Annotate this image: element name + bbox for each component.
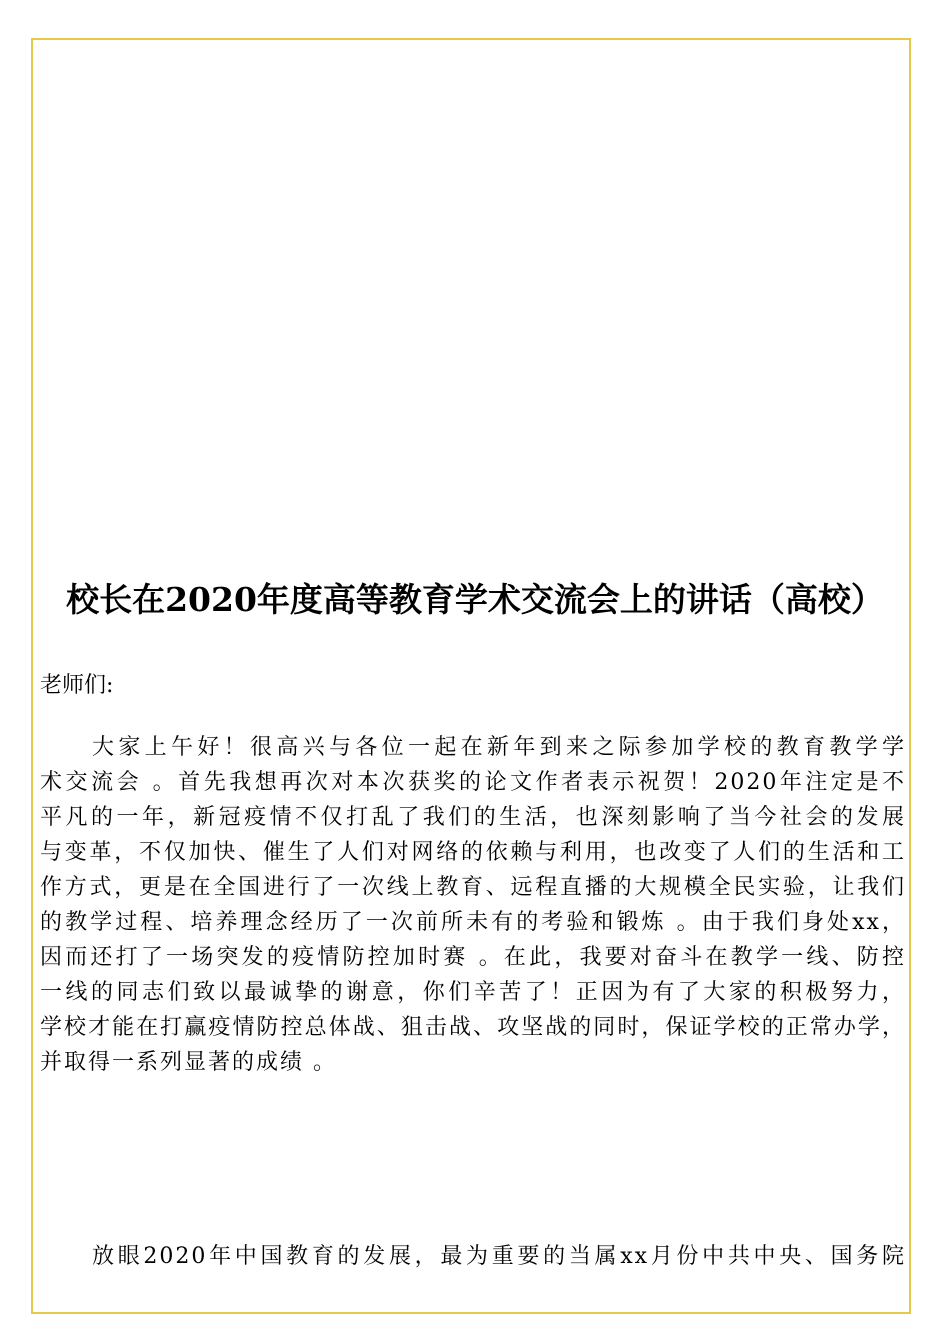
text-line: 的教学过程、培养理念经历了一次前所未有的考验和锻炼 。由于我们身处xx， [40,910,906,935]
text-line: 术交流会 。首先我想再次对本次获奖的论文作者表示祝贺！2020年注定是不 [40,770,906,795]
text-line: 大家上午好！很高兴与各位一起在新年到来之际参加学校的教育教学学 [92,735,906,760]
salutation: 老师们: [40,673,114,698]
text-line: 学校才能在打赢疫情防控总体战、狙击战、攻坚战的同时，保证学校的正常办学， [40,1015,906,1040]
paragraph [40,1239,906,1274]
document-title: 校长在2020年度高等教育学术交流会上的讲话（高校） [66,580,884,619]
page-border [31,38,911,1314]
text-line: 因而还打了一场突发的疫情防控加时赛 。在此，我要对奋斗在教学一线、防控 [40,945,906,970]
text-line: 一线的同志们致以最诚挚的谢意，你们辛苦了！正因为有了大家的积极努力， [40,980,906,1005]
text-line: 放眼2020年中国教育的发展，最为重要的当属xx月份中共中央、国务院 [92,1244,906,1269]
text-line: 并取得一系列显著的成绩 。 [40,1050,337,1075]
text-line: 与变革，不仅加快、催生了人们对网络的依赖与利用，也改变了人们的生活和工 [40,840,906,865]
text-line: 作方式，更是在全国进行了一次线上教育、远程直播的大规模全民实验，让我们 [40,875,906,900]
paragraph [40,730,906,1080]
text-line: 平凡的一年，新冠疫情不仅打乱了我们的生活，也深刻影响了当今社会的发展 [40,805,906,830]
